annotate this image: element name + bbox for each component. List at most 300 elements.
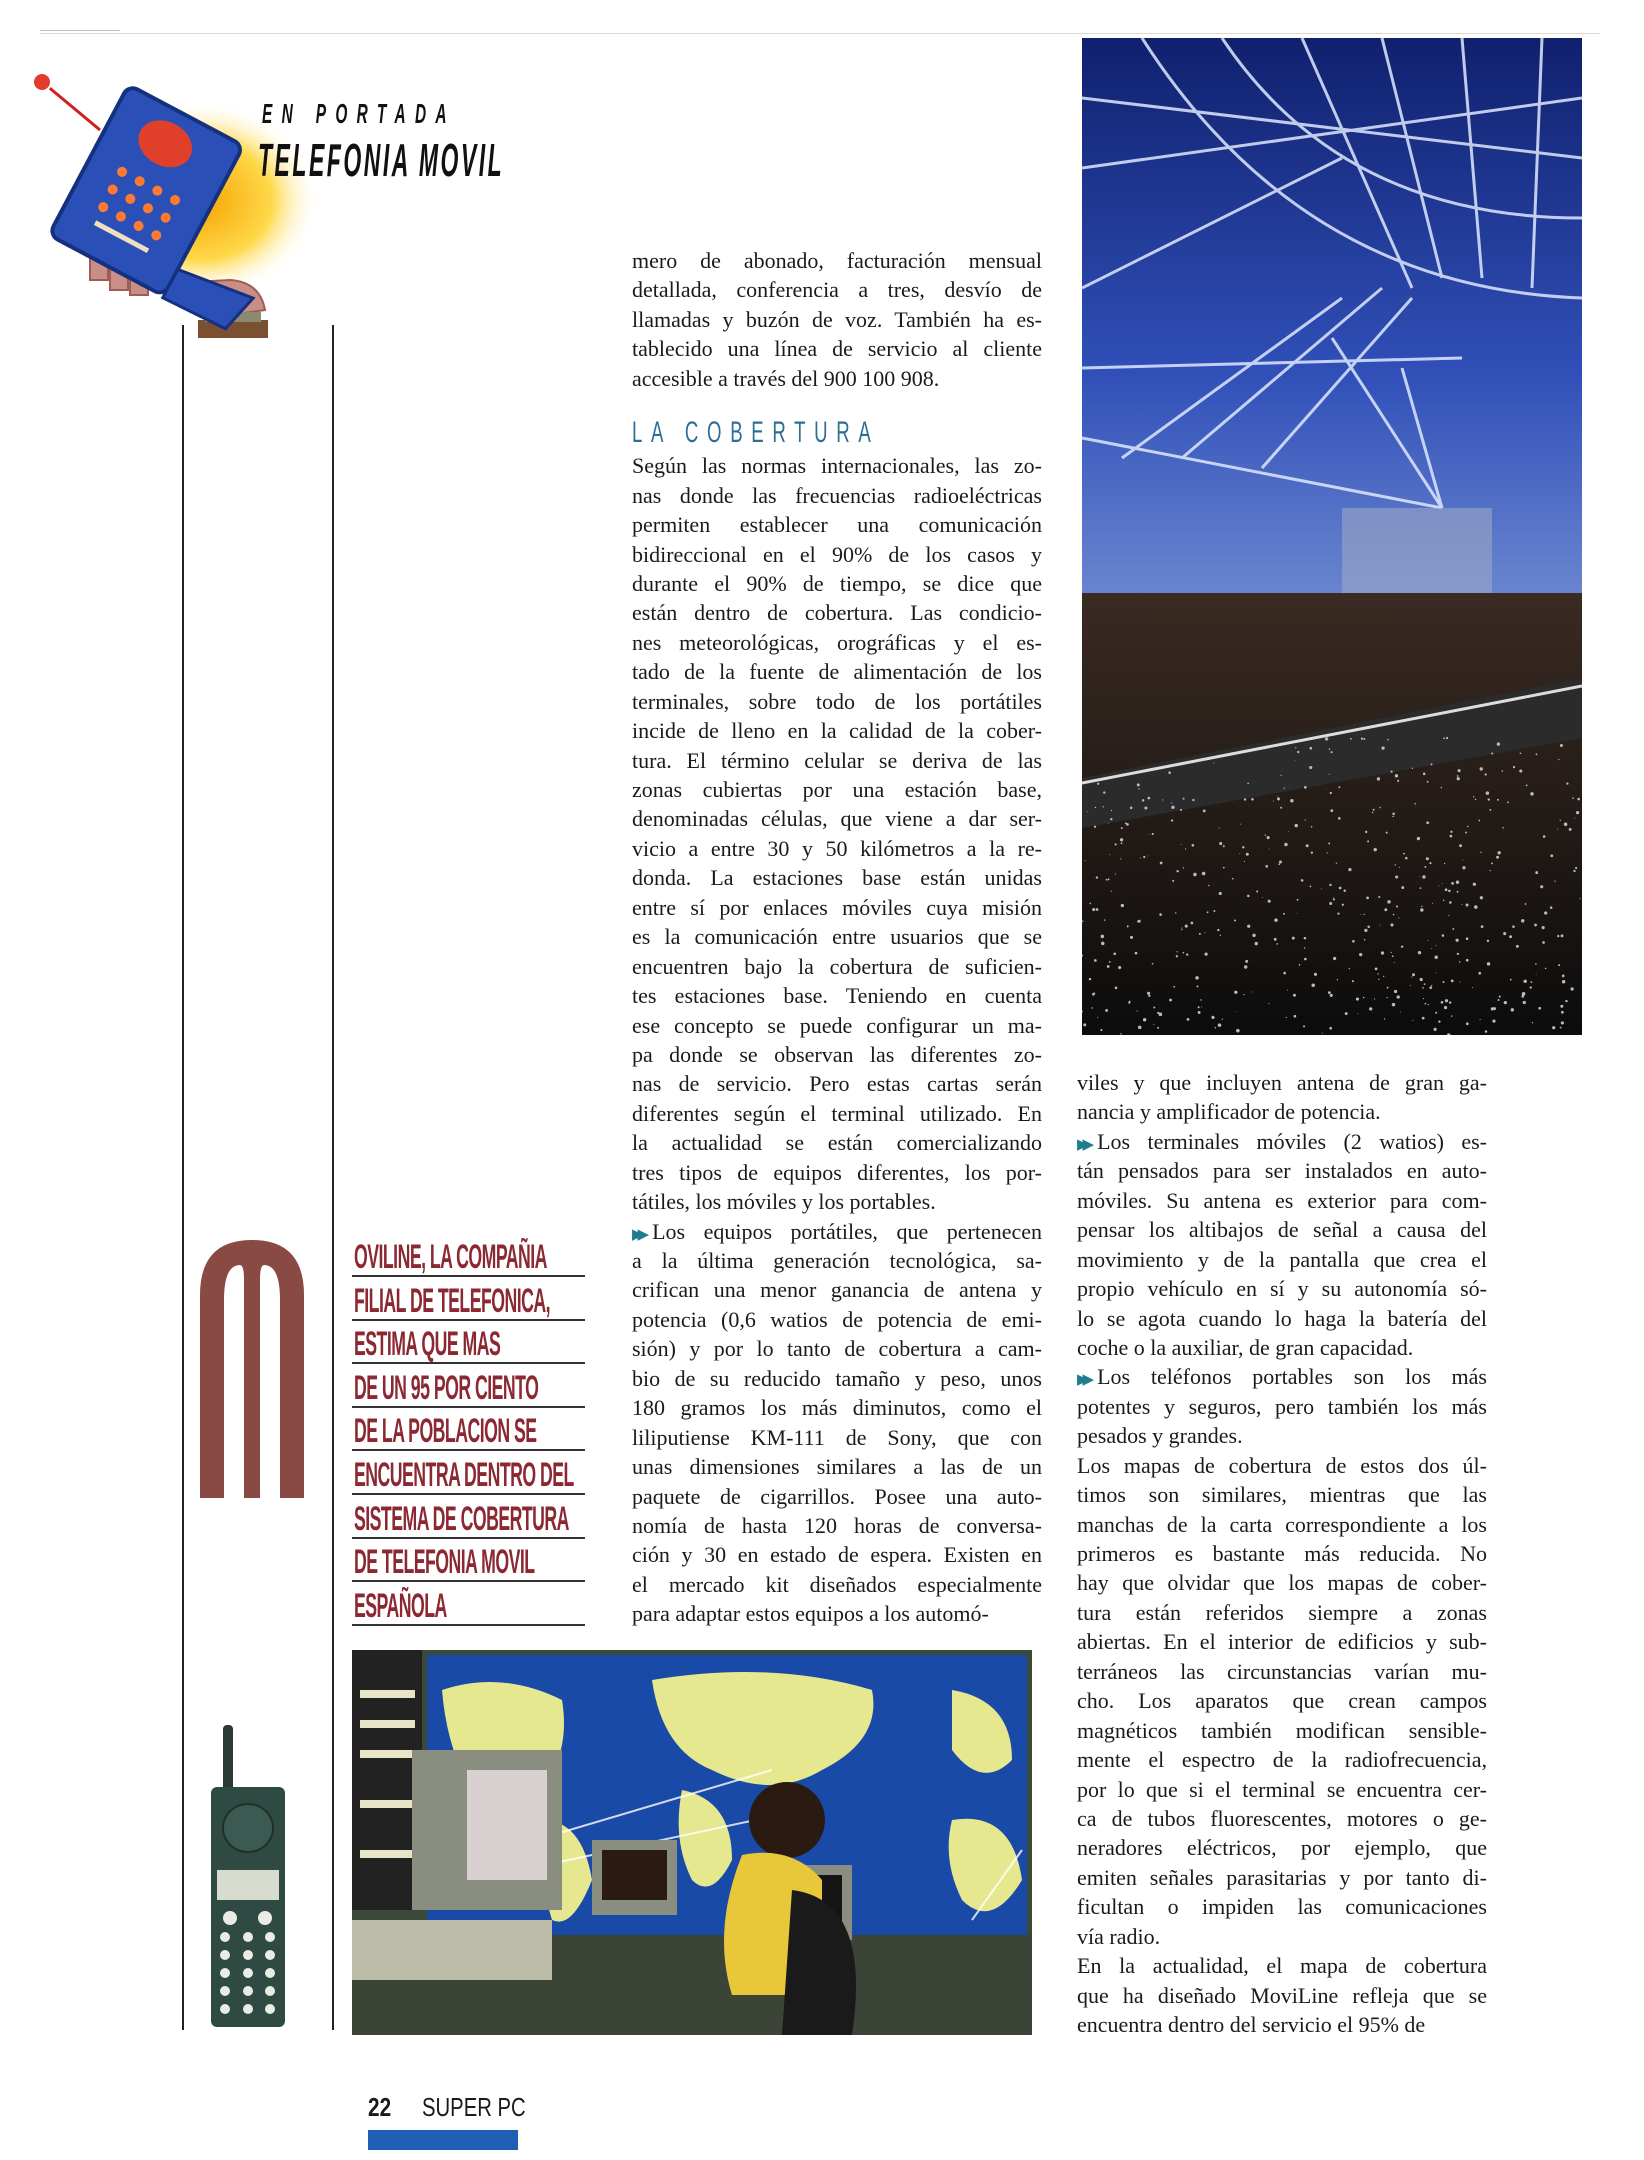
gravel-sparkle: [1162, 799, 1163, 800]
gravel-sparkle: [1403, 853, 1405, 855]
text-line: [632, 510, 1042, 539]
text-line-content: primeros es bastante más reducida. No: [1077, 1541, 1487, 1566]
gravel-sparkle: [1558, 759, 1559, 760]
gravel-sparkle: [1414, 803, 1416, 805]
gravel-sparkle: [1096, 876, 1098, 878]
article-column-2: [1077, 1068, 1487, 2039]
gravel-sparkle: [1082, 920, 1083, 921]
text-line: [632, 1040, 1042, 1069]
gravel-sparkle: [1401, 886, 1404, 889]
gravel-sparkle: [1572, 797, 1574, 799]
gravel-sparkle: [1387, 987, 1389, 989]
gravel-sparkle: [1350, 738, 1352, 740]
gravel-sparkle: [1138, 788, 1139, 789]
gravel-sparkle: [1504, 1001, 1507, 1004]
text-line: [1077, 1627, 1487, 1656]
gravel-sparkle: [1251, 798, 1254, 801]
gravel-sparkle: [1284, 843, 1288, 847]
text-line: [1077, 1981, 1487, 2010]
gravel-sparkle: [1395, 875, 1398, 878]
gravel-sparkle: [1489, 809, 1491, 811]
gravel-sparkle: [1363, 997, 1365, 999]
pull-quote-text: ESTIMA QUE MAS: [354, 1325, 501, 1364]
gravel-sparkle: [1478, 972, 1481, 975]
gravel-sparkle: [1429, 986, 1432, 989]
gravel-sparkle: [1392, 816, 1394, 818]
text-line: [1077, 1304, 1487, 1333]
text-line: [632, 716, 1042, 745]
gravel-sparkle: [1481, 925, 1484, 928]
gravel-sparkle: [1499, 996, 1501, 998]
handset-photo: [205, 1725, 295, 2035]
gravel-sparkle: [1183, 798, 1185, 800]
gravel-sparkle: [1457, 775, 1459, 777]
text-line: [1077, 1598, 1487, 1627]
text-line: [632, 1069, 1042, 1098]
gravel-sparkle: [1304, 786, 1307, 789]
gravel-sparkle: [1274, 918, 1278, 922]
gravel-sparkle: [1423, 773, 1426, 776]
gravel-sparkle: [1085, 860, 1086, 861]
gravel-sparkle: [1373, 809, 1375, 811]
text-line-content: encuentren bajo la cobertura de suficien-: [632, 953, 1042, 979]
gravel-sparkle: [1107, 965, 1110, 968]
text-line: [632, 364, 1042, 393]
gravel-sparkle: [1311, 983, 1315, 987]
gravel-sparkle: [1465, 832, 1467, 834]
gravel-sparkle: [1423, 998, 1424, 999]
gravel-sparkle: [1115, 987, 1118, 990]
text-line: [1077, 1539, 1487, 1568]
gravel-sparkle: [1103, 806, 1104, 807]
text-line-content: neradores eléctricos, por ejemplo, que: [1077, 1835, 1487, 1861]
paragraph: [1077, 1951, 1487, 2039]
double-arrow-bullet-icon: ▶▶: [632, 1224, 644, 1243]
gravel-sparkle: [1397, 780, 1399, 782]
gravel-sparkle: [1303, 1025, 1305, 1027]
gravel-sparkle: [1379, 925, 1380, 926]
gravel-sparkle: [1420, 887, 1422, 889]
gravel-sparkle: [1115, 843, 1117, 845]
text-line: [632, 687, 1042, 716]
gravel-sparkle: [1106, 879, 1108, 881]
gravel-sparkle: [1480, 852, 1481, 853]
gravel-sparkle: [1445, 888, 1448, 891]
text-line: [632, 1482, 1042, 1511]
gravel-sparkle: [1512, 925, 1515, 928]
gravel-sparkle: [1443, 738, 1445, 740]
gravel-sparkle: [1474, 905, 1478, 909]
gravel-sparkle: [1153, 1024, 1154, 1025]
gravel-sparkle: [1142, 799, 1144, 801]
text-line-content: vía radio.: [1077, 1923, 1161, 1949]
text-line-content: hay que olvidar que los mapas de cober-: [1077, 1570, 1487, 1596]
text-line: [632, 893, 1042, 922]
text-line: [632, 1511, 1042, 1540]
text-line: [1077, 1892, 1487, 1921]
gravel-sparkle: [1244, 861, 1245, 862]
gravel-sparkle: [1472, 987, 1473, 988]
gravel-sparkle: [1485, 773, 1487, 775]
gravel-sparkle: [1095, 807, 1096, 808]
control-room-photo: [352, 1650, 1032, 2035]
gravel-sparkle: [1394, 962, 1395, 963]
gravel-sparkle: [1426, 857, 1429, 860]
gravel-sparkle: [1222, 1019, 1223, 1020]
gravel-sparkle: [1566, 782, 1568, 784]
text-line-content: timos son similares, mientras que las: [1077, 1482, 1487, 1508]
gravel-sparkle: [1109, 961, 1111, 963]
text-line-content: ficultan o impiden las comunicaciones: [1077, 1894, 1487, 1920]
text-line: [1077, 1922, 1487, 1951]
double-arrow-bullet-icon: ▶▶: [1077, 1134, 1089, 1153]
text-line: [1077, 1833, 1487, 1862]
text-line: [632, 1423, 1042, 1452]
gravel-sparkle: [1172, 880, 1174, 882]
gravel-sparkle: [1428, 940, 1429, 941]
gravel-sparkle: [1279, 860, 1282, 863]
gravel-sparkle: [1185, 848, 1186, 849]
gravel-sparkle: [1276, 943, 1278, 945]
text-line-content: encuentra dentro del servicio el 95% de: [1077, 2012, 1426, 2037]
text-line-content: tátiles, los móviles y los portables.: [632, 1189, 936, 1215]
text-line-content: nes meteorológicas, orográficas y el es-: [632, 629, 1042, 655]
gravel-sparkle: [1333, 897, 1334, 898]
text-line: [1077, 1362, 1487, 1391]
gravel-sparkle: [1381, 951, 1384, 954]
gravel-sparkle: [1159, 1013, 1163, 1017]
gravel-sparkle: [1462, 860, 1463, 861]
gravel-sparkle: [1245, 960, 1248, 963]
gravel-sparkle: [1244, 994, 1245, 995]
gravel-sparkle: [1262, 897, 1263, 898]
gravel-sparkle: [1256, 891, 1258, 893]
gravel-sparkle: [1311, 826, 1313, 828]
gravel-sparkle: [1092, 908, 1095, 911]
pull-quote: [352, 1236, 585, 1628]
gravel-sparkle: [1108, 878, 1110, 880]
section-label: EN PORTADA: [262, 98, 456, 129]
gravel-sparkle: [1314, 973, 1317, 976]
gravel-sparkle: [1449, 1001, 1451, 1003]
gravel-sparkle: [1244, 798, 1246, 800]
gravel-sparkle: [1195, 976, 1199, 980]
gravel-sparkle: [1412, 768, 1413, 769]
text-line-content: terminales, sobre todo de los portátiles: [632, 688, 1042, 714]
gravel-sparkle: [1561, 934, 1564, 937]
gravel-sparkle: [1457, 953, 1459, 955]
gravel-sparkle: [1396, 906, 1398, 908]
text-line: [632, 540, 1042, 569]
gravel-sparkle: [1431, 948, 1432, 949]
gravel-sparkle: [1399, 867, 1400, 868]
gravel-sparkle: [1213, 763, 1214, 764]
gravel-sparkle: [1562, 980, 1565, 983]
gravel-sparkle: [1445, 999, 1448, 1002]
gravel-sparkle: [1377, 777, 1380, 780]
gravel-sparkle: [1274, 938, 1277, 941]
gravel-sparkle: [1265, 865, 1268, 868]
text-line: [632, 1334, 1042, 1363]
gravel-sparkle: [1466, 903, 1469, 906]
gravel-sparkle: [1213, 910, 1215, 912]
gravel-sparkle: [1364, 929, 1367, 932]
gravel-sparkle: [1159, 913, 1162, 916]
gravel-sparkle: [1121, 842, 1123, 844]
gravel-sparkle: [1284, 788, 1285, 789]
gravel-sparkle: [1283, 972, 1286, 975]
gravel-sparkle: [1421, 906, 1422, 907]
gravel-sparkle: [1239, 853, 1240, 854]
gravel-sparkle: [1424, 983, 1426, 985]
gravel-sparkle: [1183, 867, 1184, 868]
gravel-sparkle: [1181, 844, 1182, 845]
gravel-sparkle: [1181, 929, 1182, 930]
gravel-sparkle: [1329, 884, 1331, 886]
gravel-sparkle: [1446, 737, 1448, 739]
gravel-sparkle: [1173, 986, 1175, 988]
pull-quote-text: ENCUENTRA DENTRO DEL: [354, 1455, 574, 1494]
text-line: [632, 334, 1042, 363]
gravel-sparkle: [1325, 737, 1328, 740]
text-line-content: que ha diseñado MoviLine refleja que se: [1077, 1982, 1487, 2008]
pull-quote-line: [352, 1236, 585, 1277]
gravel-sparkle: [1157, 1027, 1159, 1029]
gravel-sparkle: [1235, 1011, 1236, 1012]
gravel-sparkle: [1557, 829, 1558, 830]
gravel-sparkle: [1322, 1033, 1323, 1034]
gravel-sparkle: [1460, 981, 1461, 982]
text-line-content: magnéticos también modifican sensible-: [1077, 1717, 1487, 1743]
gravel-sparkle: [1456, 939, 1459, 942]
gravel-sparkle: [1295, 824, 1298, 827]
gravel-sparkle: [1486, 791, 1490, 795]
page-number: 22: [368, 2092, 392, 2122]
gravel-sparkle: [1200, 999, 1201, 1000]
text-line-content: detallada, conferencia a tres, desvío de: [632, 277, 1042, 303]
text-line: [632, 1599, 1042, 1628]
gravel-sparkle: [1349, 968, 1350, 969]
gravel-sparkle: [1459, 961, 1460, 962]
gravel-sparkle: [1311, 852, 1313, 854]
gravel-sparkle: [1451, 979, 1454, 982]
gravel-sparkle: [1268, 1003, 1269, 1004]
gravel-sparkle: [1127, 925, 1129, 927]
gravel-sparkle: [1384, 908, 1387, 911]
gravel-sparkle: [1521, 995, 1524, 998]
text-line-content: tán pensados para ser instalados en auto-: [1077, 1158, 1487, 1184]
text-line: [632, 804, 1042, 833]
text-line-content: Los teléfonos portables son los más: [1097, 1364, 1487, 1390]
gravel-sparkle: [1171, 806, 1174, 809]
section-title: TELEFONIA MOVIL: [258, 134, 505, 186]
gravel-sparkle: [1439, 886, 1440, 887]
gravel-sparkle: [1120, 1033, 1121, 1034]
gravel-sparkle: [1094, 826, 1096, 828]
pull-quote-line: [352, 1410, 585, 1451]
text-line: [632, 1246, 1042, 1275]
text-line: [1077, 1156, 1487, 1185]
gravel-sparkle: [1181, 927, 1182, 928]
gravel-sparkle: [1434, 955, 1437, 958]
gravel-sparkle: [1422, 987, 1424, 989]
gravel-sparkle: [1420, 978, 1423, 981]
gravel-sparkle: [1364, 939, 1366, 941]
gravel-sparkle: [1330, 809, 1333, 812]
text-line-content: para adaptar estos equipos a los automó-: [632, 1601, 989, 1627]
gravel-sparkle: [1148, 995, 1150, 997]
gravel-sparkle: [1372, 812, 1373, 813]
gravel-sparkle: [1394, 990, 1397, 993]
article-column-1: [632, 246, 1042, 1629]
gravel-sparkle: [1431, 763, 1433, 765]
gravel-sparkle: [1360, 914, 1361, 915]
gravel-sparkle: [1450, 831, 1452, 833]
paragraph: [1077, 1127, 1487, 1363]
text-line-content: vicio a entre 30 y 50 kilómetros a la re-: [632, 835, 1042, 861]
gravel-sparkle: [1143, 856, 1145, 858]
gravel-sparkle: [1374, 848, 1377, 851]
text-line: [1077, 1775, 1487, 1804]
intro-paragraph: [632, 246, 1042, 393]
gravel-sparkle: [1100, 1029, 1102, 1031]
gravel-sparkle: [1564, 823, 1568, 827]
text-line-content: bidireccional en el 90% de los casos y: [632, 541, 1042, 567]
text-line: [1077, 1510, 1487, 1539]
text-line-content: durante el 90% de tiempo, se dice que: [632, 570, 1042, 596]
gravel-sparkle: [1219, 828, 1220, 829]
text-line-content: Los equipos portátiles, que pertenecen: [652, 1218, 1042, 1244]
gravel-sparkle: [1356, 997, 1359, 1000]
gravel-sparkle: [1386, 832, 1388, 834]
gravel-sparkle: [1104, 919, 1105, 920]
text-line: [1077, 1333, 1487, 1362]
gravel-sparkle: [1562, 975, 1565, 978]
gravel-sparkle: [1443, 981, 1445, 983]
text-line-content: emiten señales parasitarias y por tanto di-: [1077, 1864, 1487, 1890]
gravel-sparkle: [1198, 1011, 1201, 1014]
gravel-sparkle: [1523, 1001, 1526, 1004]
pull-quote-text: SISTEMA DE COBERTURA: [354, 1499, 569, 1538]
gravel-sparkle: [1147, 856, 1148, 857]
text-line-content: incide de lleno en la calidad de la cober-: [632, 718, 1042, 744]
text-line-content: tura. El término celular se deriva de las: [632, 747, 1042, 773]
gravel-sparkle: [1327, 852, 1328, 853]
gravel-sparkle: [1456, 881, 1459, 884]
gravel-sparkle: [1575, 867, 1577, 869]
gravel-sparkle: [1328, 991, 1331, 994]
text-line: [1077, 1863, 1487, 1892]
gravel-sparkle: [1395, 864, 1396, 865]
drop-cap: [200, 1240, 304, 1498]
gravel-sparkle: [1309, 766, 1312, 769]
text-line: [632, 657, 1042, 686]
text-line-content: bio de su reducido tamaño y peso, unos: [632, 1365, 1042, 1391]
gravel-sparkle: [1204, 952, 1207, 955]
gravel-sparkle: [1560, 1005, 1563, 1008]
gravel-sparkle: [1336, 862, 1337, 863]
gravel-sparkle: [1113, 952, 1116, 955]
text-line: [632, 305, 1042, 334]
text-line: [632, 598, 1042, 627]
gravel-sparkle: [1363, 738, 1365, 740]
gravel-sparkle: [1185, 925, 1188, 928]
gravel-sparkle: [1365, 831, 1367, 833]
gravel-sparkle: [1435, 945, 1436, 946]
gravel-sparkle: [1530, 986, 1532, 988]
pull-quote-line: [352, 1585, 585, 1626]
text-line: [632, 746, 1042, 775]
gravel-sparkle: [1359, 953, 1362, 956]
gravel-sparkle: [1478, 820, 1480, 822]
double-arrow-bullet-icon: ▶▶: [1077, 1370, 1089, 1389]
gravel-sparkle: [1297, 751, 1299, 753]
gravel-sparkle: [1532, 1022, 1533, 1023]
gravel-sparkle: [1381, 746, 1384, 749]
gravel-sparkle: [1422, 1017, 1425, 1020]
gravel-sparkle: [1487, 940, 1489, 942]
gravel-sparkle: [1565, 1000, 1567, 1002]
gravel-sparkle: [1435, 1012, 1437, 1014]
gravel-sparkle: [1283, 913, 1285, 915]
gravel-sparkle: [1392, 812, 1395, 815]
text-line: [632, 569, 1042, 598]
text-line: [1077, 1186, 1487, 1215]
gravel-sparkle: [1143, 1018, 1146, 1021]
gravel-sparkle: [1395, 774, 1398, 777]
gravel-sparkle: [1339, 887, 1342, 890]
gravel-sparkle: [1138, 1026, 1142, 1030]
gravel-sparkle: [1509, 935, 1512, 938]
gravel-sparkle: [1208, 885, 1209, 886]
gravel-sparkle: [1573, 870, 1575, 872]
gravel-sparkle: [1305, 819, 1306, 820]
gravel-sparkle: [1242, 846, 1244, 848]
gravel-sparkle: [1366, 896, 1369, 899]
gravel-sparkle: [1083, 1023, 1086, 1026]
gravel-sparkle: [1329, 902, 1332, 905]
gravel-sparkle: [1378, 973, 1379, 974]
gravel-sparkle: [1560, 1027, 1562, 1029]
gravel-sparkle: [1292, 937, 1295, 940]
text-line: [632, 275, 1042, 304]
gravel-sparkle: [1443, 900, 1444, 901]
gravel-sparkle: [1511, 1008, 1514, 1011]
gravel-sparkle: [1267, 836, 1270, 839]
gravel-sparkle: [1387, 900, 1390, 903]
text-line-content: es la comunicación entre usuarios que se: [632, 924, 1042, 950]
gravel-sparkle: [1198, 1006, 1200, 1008]
gravel-sparkle: [1223, 845, 1225, 847]
gravel-sparkle: [1520, 752, 1522, 754]
text-line-content: terráneos las circunstancias varían mu-: [1077, 1658, 1487, 1684]
gravel-sparkle: [1390, 923, 1393, 926]
pull-quote-text: DE UN 95 POR CIENTO: [354, 1368, 539, 1407]
gravel-sparkle: [1405, 857, 1408, 860]
gravel-sparkle: [1569, 828, 1572, 831]
gravel-sparkle: [1522, 992, 1526, 996]
gravel-sparkle: [1374, 998, 1375, 999]
gravel-sparkle: [1219, 842, 1222, 845]
gravel-sparkle: [1364, 914, 1365, 915]
gravel-sparkle: [1367, 926, 1368, 927]
gravel-sparkle: [1521, 919, 1524, 922]
gravel-sparkle: [1301, 879, 1304, 882]
gravel-sparkle: [1191, 844, 1194, 847]
gravel-sparkle: [1352, 980, 1354, 982]
text-line: [632, 1011, 1042, 1040]
text-line-content: tres tipos de equipos diferentes, los por-: [632, 1159, 1042, 1185]
